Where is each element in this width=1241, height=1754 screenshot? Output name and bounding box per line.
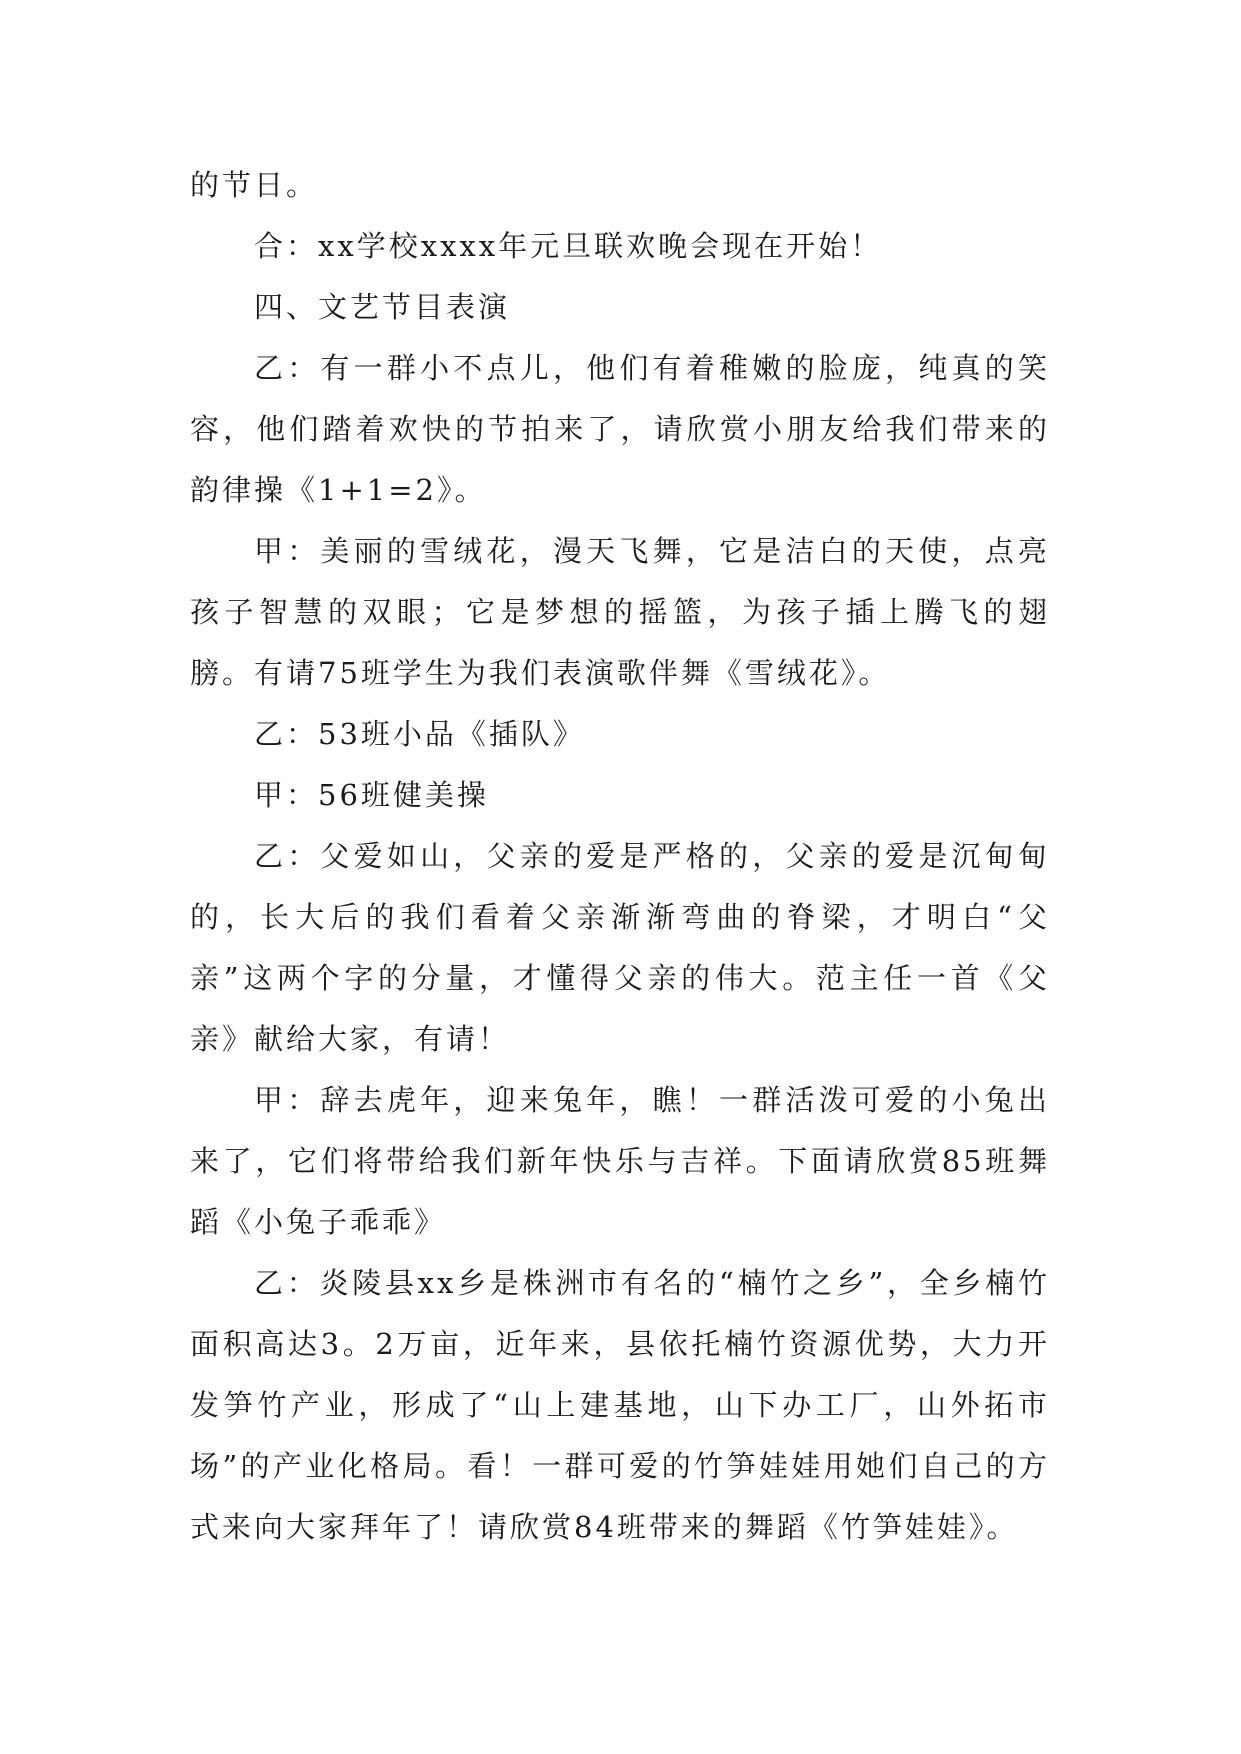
section-heading-performances: 四、文艺节目表演 <box>254 290 511 324</box>
document-body <box>190 155 1050 1558</box>
paragraph-rhythm-exercise: 乙：有一群小不点儿，他们有着稚嫩的脸庞，纯真的笑容，他们踏着欢快的节拍来了，请欣赏小朋友给我们带来的韵律操《1+1=2》。 <box>190 351 1050 507</box>
paragraph-bamboo-dance: 乙：炎陵县xx乡是株洲市有名的“楠竹之乡”，全乡楠竹面积高达3。2万亩，近年来，县依托楠竹资源优势，大力开发笋竹产业，形成了“山上建基地，山下办工厂，山外拓市场”的产业化格局。看！一群可爱的竹笋娃娃用她们自己的方式来向大家拜年了！请欣赏84班带来的舞蹈《竹笋娃娃》。 <box>190 1266 1050 1544</box>
paragraph-rabbit-dance: 甲：辞去虎年，迎来兔年，瞧！一群活泼可爱的小兔出来了，它们将带给我们新年快乐与吉祥。下面请欣赏85班舞蹈《小兔子乖乖》 <box>190 1083 1050 1239</box>
paragraph-continuation: 的节日。 <box>190 168 319 202</box>
paragraph-skit: 乙：53班小品《插队》 <box>254 717 585 751</box>
paragraph-snowflake-dance: 甲：美丽的雪绒花，漫天飞舞，它是洁白的天使，点亮孩子智慧的双眼；它是梦想的摇篮，为孩子插上腾飞的翅膀。有请75班学生为我们表演歌伴舞《雪绒花》。 <box>190 534 1050 690</box>
paragraph-opening-announcement: 合：xx学校xxxx年元旦联欢晚会现在开始！ <box>254 229 883 263</box>
paragraph-aerobics: 甲：56班健美操 <box>254 778 489 812</box>
paragraph-father-song: 乙：父爱如山，父亲的爱是严格的，父亲的爱是沉甸甸的，长大后的我们看着父亲渐渐弯曲的脊梁，才明白“父亲”这两个字的分量，才懂得父亲的伟大。范主任一首《父亲》献给大家，有请！ <box>190 839 1050 1056</box>
